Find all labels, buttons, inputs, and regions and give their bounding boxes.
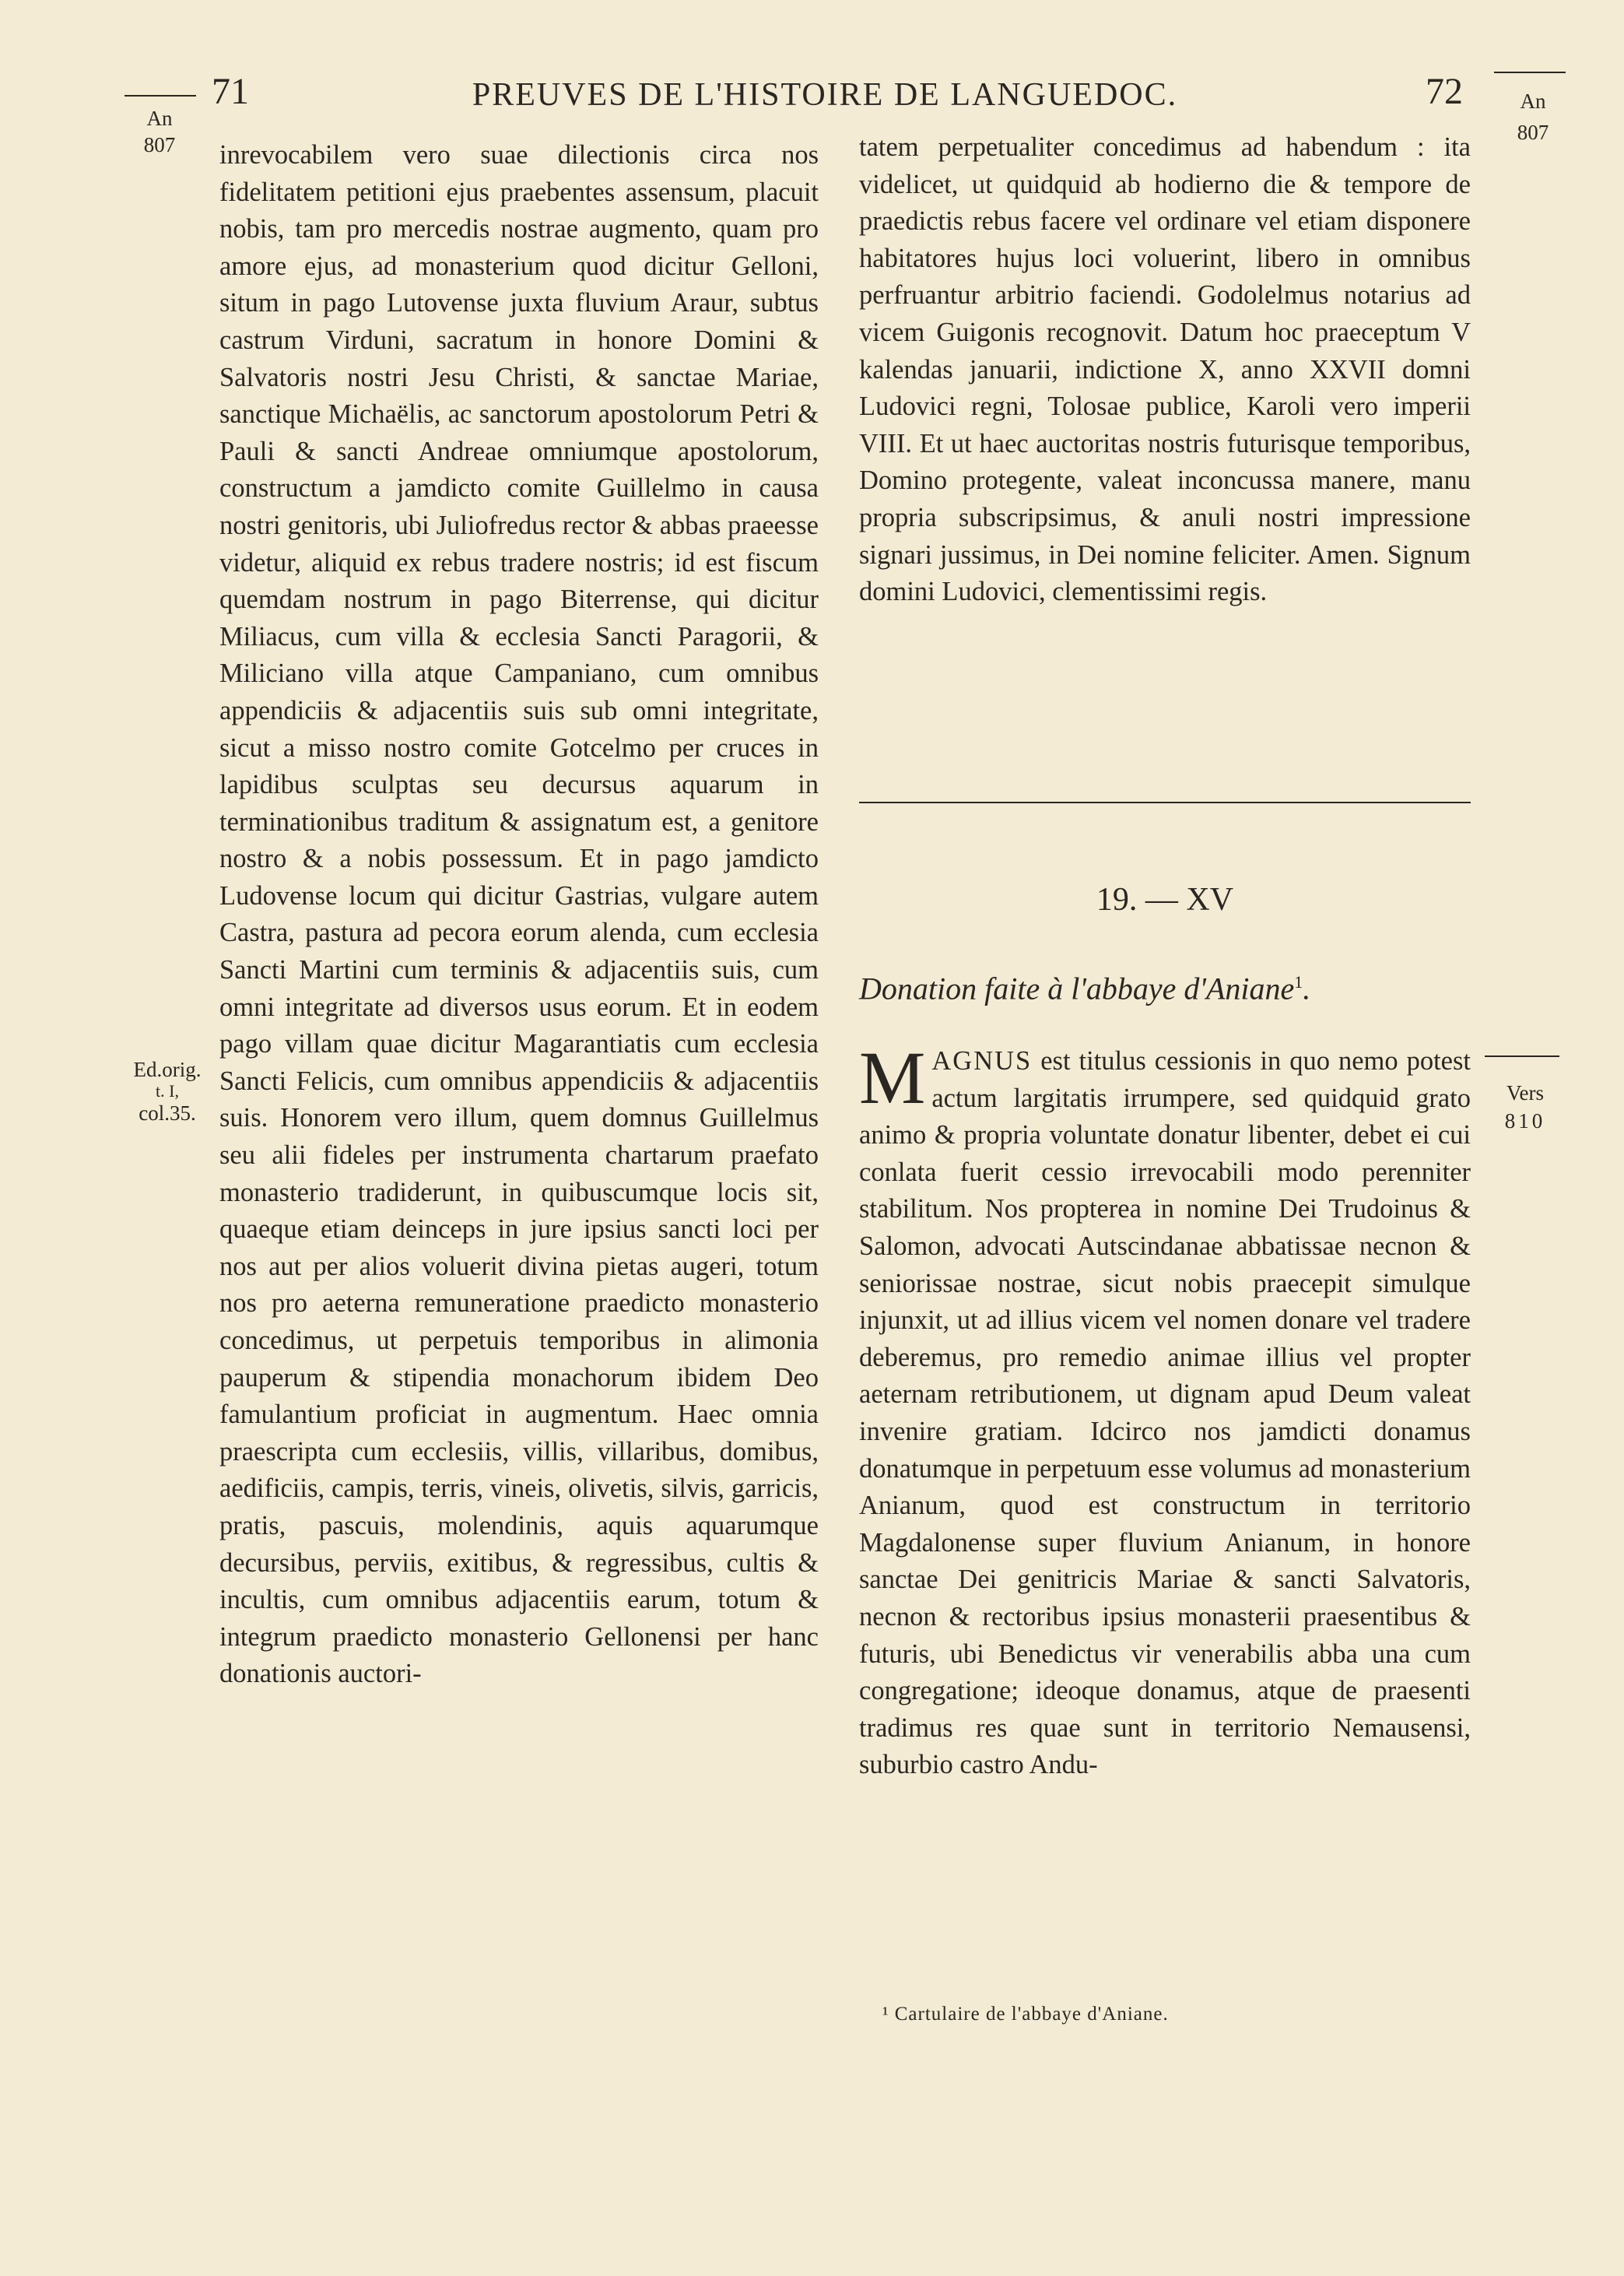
ed-orig-line-1: Ed.orig. <box>133 1058 202 1081</box>
opening-caps: AGNUS <box>931 1046 1033 1076</box>
section-title-period: . <box>1303 971 1311 1006</box>
vers-year: 810 <box>1504 1109 1546 1133</box>
ed-orig-line-3: col.35. <box>139 1101 196 1125</box>
ed-orig-note <box>117 1057 218 1126</box>
right-column-text: tatem perpetualiter concedimus ad habendum : ita videlicet, ut quidquid ab hodierno die & tempore de praedictis rebus facere vel ordinare vel etiam disponere habitatores hujus loci voluerint, libero in omnibus perfruantur arbitrio faciendi. Godolelmus notarius ad vicem Guigonis recognovit. Datum hoc praeceptum V kalendas januarii, indictione X, anno XXVII domni Ludovici regni, Tolosae publice, Karoli vero imperii VIII. Et ut haec auctoritas nostris futurisque temporibus, Domino protegente, valeat inconcussa manere, manu propria subscripsimus, & anuli nostri impressione signari jussimus, in Dei nomine feliciter. Amen. Signum domini Ludovici, clementissimi regis. <box>859 132 1471 607</box>
right-column-body-text: est titulus cessionis in quo nemo potest actum largitatis irrumpere, sed quidquid grato animo & propria voluntate donatur libenter, debet ei cui conlata fuerit cessio irrevocabili modo perenniter stabilitum. Nos propterea in nomine Dei Trudoinus & Salomon, advocati Autscindanae abbatissae necnon & seniorissae nostrae, sicut nobis praecepit simulque injunxit, ut ad illius vicem vel nomen donare vel tradere deberemus, pro remedio animae illius vel propter aeternam retributionem, ut dignam apud Deum valeat invenire gratiam. Idcirco nos jamdicti donamus donatumque in perpetuum esse volumus ad monasterium Anianum, quod est constructum in territorio Magdalonense super fluvium Anianum, in honore sanctae Dei genitricis Mariae & sancti Salvatoris, necnon & rectoribus ipsius monasterii praesentibus & futuris, ubi Benedictus vir venerabilis abba una cum congregatione; ideoque donamus, atque de praesenti tradimus res quae sunt in territorio Nemausensi, suburbio castro Andu- <box>859 1046 1471 1780</box>
page-number-left: 71 <box>212 71 249 112</box>
section-title <box>859 962 1471 1009</box>
ed-orig-line-2: t. I, <box>156 1081 179 1101</box>
drop-cap: M <box>859 1036 926 1119</box>
right-column-top <box>859 129 1471 611</box>
right-year: 807 <box>1517 121 1549 144</box>
section-number: 19. — XV <box>1096 882 1234 918</box>
footnote-marker: 1 <box>1294 972 1303 992</box>
section-title-text: Donation faite à l'abbaye d'Aniane <box>859 971 1295 1006</box>
right-column-body <box>859 1036 1471 1784</box>
page-number-right: 72 <box>1426 71 1463 112</box>
left-column <box>219 137 819 1693</box>
right-header-rule <box>1494 72 1566 73</box>
footnote: ¹ Cartulaire de l'abbaye d'Aniane. <box>882 2004 1169 2025</box>
section-divider <box>859 802 1471 803</box>
vers-rule <box>1485 1055 1559 1057</box>
left-column-text: inrevocabilem vero suae dilectionis circa nos fidelitatem petitioni ejus praebentes assensum, placuit nobis, tam pro mercedis nostrae augmento, quam pro amore ejus, ad monasterium quod dicitur Gelloni, situm in pago Lutovense juxta fluvium Araur, subtus castrum Virduni, sacratum in honore Domini & Salvatoris nostri Jesu Christi, & sanctae Mariae, sanctique Michaëlis, ac sanctorum apostolorum Petri & Pauli & sancti Andreae omniumque apostolorum, constructum a jamdicto comite Guillelmo in causa nostri genitoris, ubi Juliofredus rector & abbas praeesse videtur, aliquid ex rebus tradere nostris; id est fiscum quemdam nostrum in pago Biterrense, qui dicitur Miliacus, cum villa & ecclesia Sancti Paragorii, & Miliciano villa atque Campaniano, cum omnibus appendiciis & adjacentiis suis sub omni integritate, sicut a misso nostro comite Gotcelmo per cruces in lapidibus sculptas seu decursus aquarum in terminationibus traditum & assignatum est, a genitore nostro & a nobis possessum. Et in pago jamdicto Ludovense locum qui dicitur Gastrias, vulgare autem Castra, pastura ad pecora eorum alenda, cum ecclesia Sancti Martini cum terminis & adjacentiis suis, cum omni integritate ad diversos usus eorum. Et in eodem pago villam quae dicitur Magarantiatis cum ecclesia Sancti Felicis, cum omnibus appendiciis & adjacentiis suis. Honorem vero illum, quem domnus Guillelmus seu alii fideles per instrumenta chartarum praefato monasterio tradiderunt, in quibuscumque locis sit, quaeque etiam deinceps in jure ipsius sancti loci per nos aut per alios voluerit divina pietas augeri, totum nos pro aeterna remuneratione praedicto monasterio concedimus, ut perpetuis temporibus in alimonia pauperum & stipendia monachorum ibidem Deo famulantium proficiat in augmentum. Haec omnia praescripta cum ecclesiis, villis, villaribus, domibus, aedificiis, campis, terris, vineis, olivetis, silvis, garricis, pratis, pascuis, molendinis, aquis aquarumque decursibus, perviis, exitibus, & regressibus, cultis & incultis, cum omnibus adjacentiis earum, totum & integrum praedicto monasterio Gellonensi per hanc donationis auctori- <box>219 140 819 1689</box>
running-header: PREUVES DE L'HISTOIRE DE LANGUEDOC. <box>472 77 1178 113</box>
left-year-label: An <box>146 107 173 130</box>
left-header-rule <box>125 95 196 97</box>
left-year: 807 <box>143 133 176 156</box>
right-year-label: An <box>1520 90 1546 113</box>
vers-label: Vers <box>1506 1081 1544 1105</box>
